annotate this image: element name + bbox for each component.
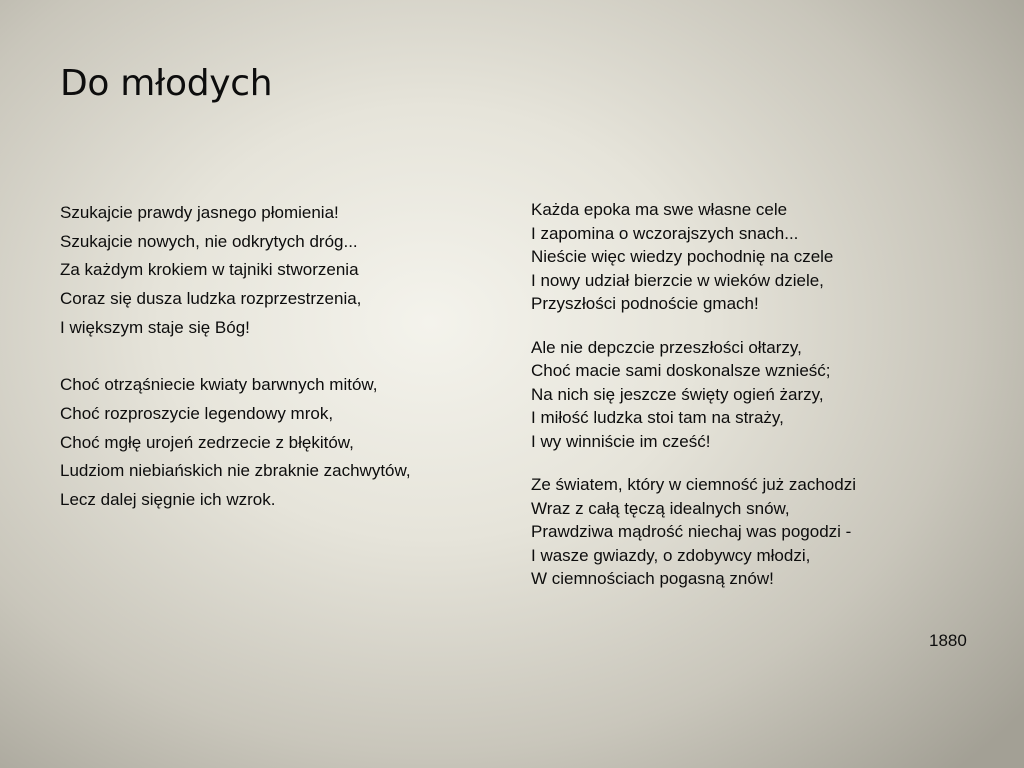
poem-line: Za każdym krokiem w tajniki stworzenia — [60, 260, 359, 280]
poem-line: Choć mgłę urojeń zedrzecie z błękitów, — [60, 432, 354, 452]
stanza-1 — [60, 199, 500, 343]
stanza-3 — [531, 198, 1001, 316]
poem-line: Choć otrząśniecie kwiaty barwnych mitów, — [60, 375, 378, 395]
poem-line: Ludziom niebiańskich nie zbraknie zachwytów, — [60, 461, 411, 481]
poem-line: Wraz z całą tęczą idealnych snów, — [531, 498, 790, 518]
poem-line: Ale nie depczcie przeszłości ołtarzy, — [531, 337, 802, 357]
poem-line: I miłość ludzka stoi tam na straży, — [531, 408, 784, 427]
poem-line: I zapomina o wczorajszych snach... — [531, 223, 799, 243]
poem-line: I większym staje się Bóg! — [60, 317, 250, 337]
poem-line: I wy winniście im cześć! — [531, 431, 711, 451]
poem-line: I nowy udział bierzcie w wieków dziele, — [531, 270, 824, 290]
poem-line: I wasze gwiazdy, o zdobywcy młodzi, — [531, 545, 811, 565]
poem-line: Przyszłości podnoście gmach! — [531, 294, 759, 313]
stanza-2 — [60, 371, 500, 515]
slide-title: Do młodych — [60, 63, 273, 104]
poem-line: Na nich się jeszcze święty ogień żarzy, — [531, 384, 824, 404]
poem-line: Szukajcie nowych, nie odkrytych dróg... — [60, 231, 358, 251]
poem-line: Ze światem, który w ciemność już zachodzi — [531, 475, 856, 494]
poem-line: Lecz dalej sięgnie ich wzrok. — [60, 490, 276, 510]
poem-year: 1880 — [929, 631, 967, 650]
poem-line: W ciemnościach pogasną znów! — [531, 569, 774, 588]
poem-line: Coraz się dusza ludzka rozprzestrzenia, — [60, 289, 362, 309]
poem-line: Każda epoka ma swe własne cele — [531, 200, 788, 219]
poem-line: Szukajcie prawdy jasnego płomienia! — [60, 203, 339, 222]
poem-line: Choć macie sami doskonalsze wznieść; — [531, 361, 831, 380]
poem-left-column — [60, 199, 500, 515]
poem-line: Prawdziwa mądrość niechaj was pogodzi - — [531, 522, 852, 541]
poem-line: Nieście więc wiedzy pochodnię na czele — [531, 247, 834, 266]
stanza-5 — [531, 473, 1001, 591]
poem-right-column — [531, 198, 1001, 591]
stanza-4 — [531, 336, 1001, 454]
poem-line: Choć rozproszycie legendowy mrok, — [60, 403, 334, 423]
